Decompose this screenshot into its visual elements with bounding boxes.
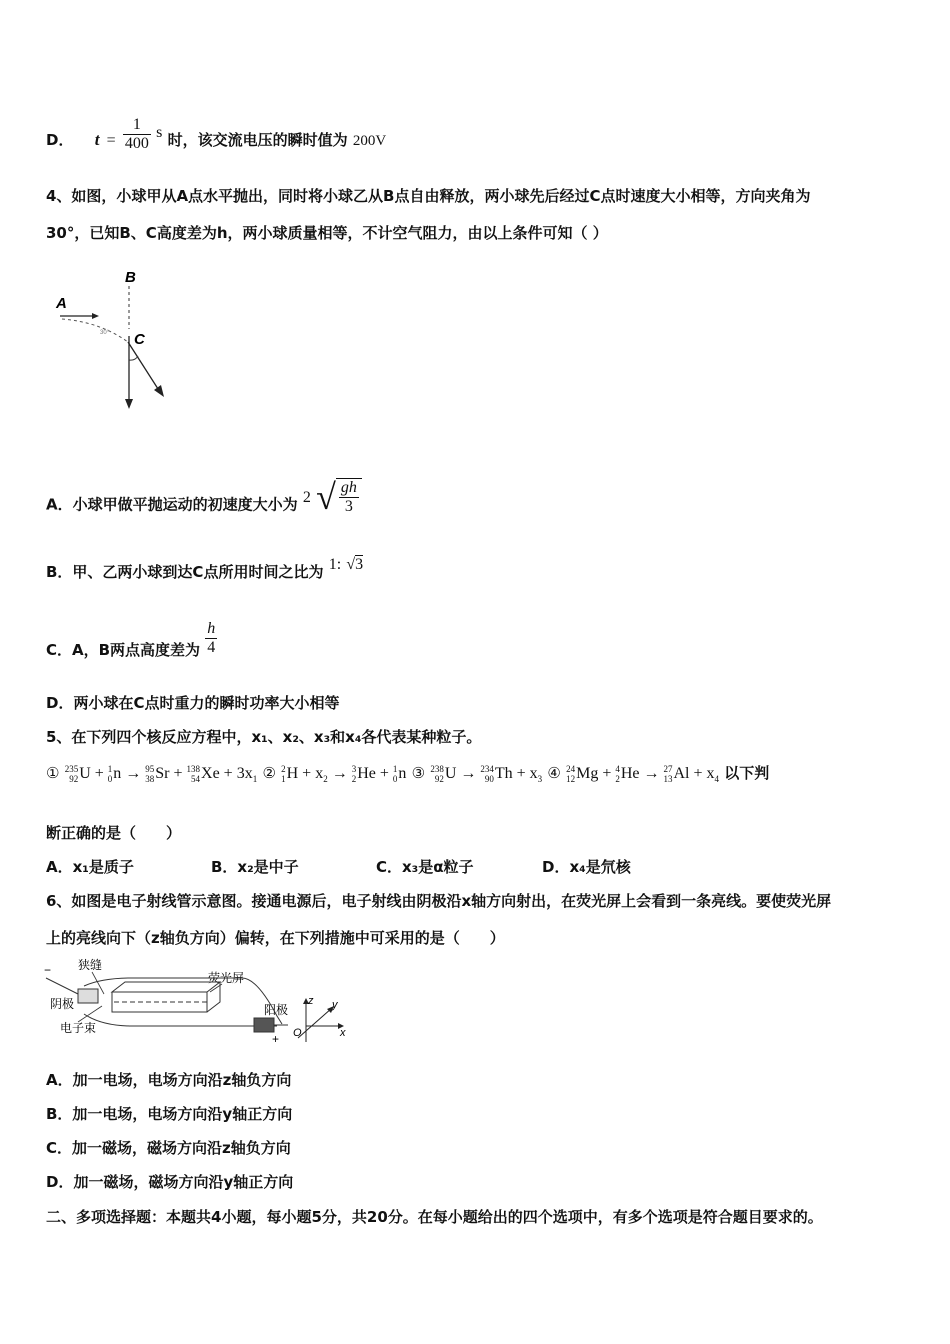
equation-4: 24 12 Mg + 4 2 He → 27 13 $Al + x_4$ (566, 764, 720, 785)
q4-option-a (46, 477, 362, 524)
q4-option-d: D．两小球在C点时重力的瞬时功率大小相等 (46, 694, 340, 712)
q5-option-c: C．x₃是α粒子 (376, 858, 474, 876)
oblique-velocity-arrow (128, 342, 160, 392)
sqrt-three: √3 (346, 556, 364, 573)
equation-2: 2 1 $H + x_2$ → 3 2 He + 1 0 n (281, 764, 407, 785)
eq1-mark: ① (46, 764, 60, 782)
arrow-head-oblique (154, 385, 164, 397)
label-b: B (125, 269, 136, 286)
q6-stem-line1: 6、如图是电子射线管示意图。接通电源后，电子射线由阴极沿x轴方向射出，在荧光屏上会看到一条亮线。要使荧光屏 (46, 892, 832, 910)
q6-option-b: B．加一电场，电场方向沿y轴正方向 (46, 1105, 293, 1123)
height-fraction (205, 620, 217, 657)
equation-1: 235 92 U + 1 0 n → 95 38 Sr + 138 54 $Xe + 3x_1$ (64, 764, 258, 785)
q4-option-c (46, 620, 217, 669)
axis-x-label: x (340, 1027, 346, 1039)
fraction-denominator: 4 (207, 639, 216, 656)
arrow-head-down (125, 399, 133, 409)
fraction-numerator: 1 (132, 116, 141, 133)
anode-cylinder (254, 1018, 274, 1032)
beam-pointer (78, 1006, 102, 1022)
time-unit: s (156, 124, 163, 141)
q4-stem-line2: 30°，已知B、C高度差为h，两小球质量相等，不计空气阻力，由以上条件可知（ ） (46, 224, 608, 242)
beam-label: 电子束 (60, 1021, 97, 1035)
fraction-numerator: gh (340, 479, 357, 496)
fraction-numerator: h (207, 620, 216, 637)
q4-stem-line1: 4、如图，小球甲从A点水平抛出，同时将小球乙从B点自由释放，两小球先后经过C点时速度大小相等，方向夹角为 (46, 187, 811, 205)
eq4-mark: ④ (547, 764, 561, 782)
time-fraction (123, 116, 151, 153)
axis-z-label: z (308, 995, 314, 1007)
origin-label: O (293, 1027, 302, 1039)
screen-label: 荧光屏 (208, 971, 245, 985)
eq2-mark: ② (262, 764, 276, 782)
y-axis (298, 1008, 332, 1038)
q5-equations (46, 762, 769, 790)
anode-label: 阳极 (264, 1003, 289, 1017)
cathode-cylinder (78, 989, 98, 1003)
q6-option-d: D．加一磁场，磁场方向沿y轴正方向 (46, 1173, 294, 1191)
minus-label: − (44, 963, 52, 977)
ratio: 1: (328, 556, 342, 573)
fraction-denominator: 400 (124, 135, 149, 152)
q6-stem-line2: 上的亮线向下（z轴负方向）偏转，在下列措施中可采用的是（ ） (46, 929, 505, 947)
q6-cathode-ray-tube-figure (42, 956, 352, 1048)
cathode-wire (46, 978, 78, 994)
option-b-text: B．甲、乙两小球到达C点所用时间之比为 (46, 563, 324, 581)
q5-stem-line3: 断正确的是（ ） (46, 824, 182, 842)
q5-option-a: A．x₁是质子 (46, 858, 134, 876)
cathode-label: 阴极 (50, 997, 75, 1011)
plus-label: + (272, 1032, 280, 1046)
q5-option-b: B．x₂是中子 (211, 858, 299, 876)
deflection-box (112, 982, 220, 1012)
time-variable: t (94, 130, 100, 149)
q6-option-a: A．加一电场，电场方向沿z轴负方向 (46, 1071, 292, 1089)
eq3-mark: ③ (411, 764, 426, 782)
section2-header: 二、多项选择题：本题共4小题，每小题5分，共20分。在每小题给出的四个选项中，有多个选项是符合题目要求的。 (46, 1208, 823, 1226)
equals-sign: = (106, 132, 116, 149)
fraction-denominator: 3 (339, 497, 359, 516)
q4-option-b (46, 556, 364, 584)
axis-y-label: y (332, 999, 338, 1011)
coefficient: 2 (302, 488, 311, 506)
q3-option-d (46, 116, 387, 159)
q4-figure (50, 264, 180, 414)
q5-option-d: D．x₄是氘核 (542, 858, 631, 876)
q5-stem: 5、在下列四个核反应方程中，x₁、x₂、x₃和x₄各代表某种粒子。 (46, 728, 482, 746)
angle-mark-label: 30° (100, 330, 110, 336)
voltage-value: 200V (352, 133, 387, 149)
parabolic-trajectory (62, 319, 128, 342)
option-c-text: C．A，B两点高度差为 (46, 641, 201, 659)
q6-option-c: C．加一磁场，磁场方向沿z轴负方向 (46, 1139, 291, 1157)
option-a-text: A．小球甲做平抛运动的初速度大小为 (46, 495, 298, 514)
equation-3: 238 92 U → 234 90 $Th + x_3$ (430, 764, 543, 785)
option-label: D． (46, 131, 74, 149)
slit-label: 狭缝 (78, 958, 103, 972)
sqrt-expression: √ $\frac{gh}{3}$ (316, 478, 362, 516)
option-text: 时，该交流电压的瞬时值为 (167, 131, 348, 149)
label-a: A (56, 295, 67, 312)
eq-tail: 以下判 (724, 764, 770, 782)
label-c: C (134, 331, 145, 348)
arrow-head-right (92, 313, 99, 319)
